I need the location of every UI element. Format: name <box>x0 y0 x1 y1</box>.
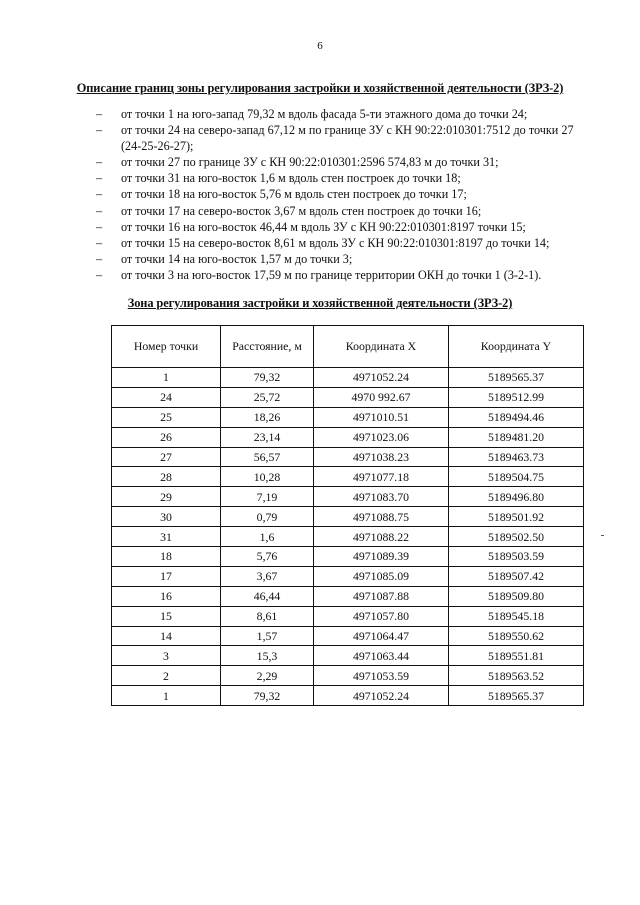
cell-coordinate-y: 5189563.52 <box>449 666 584 686</box>
cell-distance: 7,19 <box>221 487 314 507</box>
cell-coordinate-x: 4971085.09 <box>314 566 449 586</box>
cell-coordinate-y: 5189481.20 <box>449 427 584 447</box>
boundary-description-heading: Описание границ зоны регулирования застройки и хозяйственной деятельности (ЗРЗ-2) <box>76 81 564 95</box>
list-dash: – <box>96 203 103 218</box>
cell-coordinate-x: 4971077.18 <box>314 467 449 487</box>
cell-coordinate-y: 5189545.18 <box>449 606 584 626</box>
cell-point-number: 24 <box>112 387 221 407</box>
table-row <box>112 646 584 666</box>
boundary-list-item <box>96 203 596 219</box>
table-row <box>112 566 584 586</box>
table-row <box>112 626 584 646</box>
coordinates-table <box>111 325 584 706</box>
cell-distance: 46,44 <box>221 586 314 606</box>
cell-coordinate-y: 5189494.46 <box>449 407 584 427</box>
boundary-list-item <box>96 122 596 154</box>
cell-distance: 0,79 <box>221 507 314 527</box>
list-dash: – <box>96 107 103 121</box>
cell-coordinate-x: 4971053.59 <box>314 666 449 686</box>
boundary-list-item <box>96 267 596 283</box>
cell-point-number: 30 <box>112 507 221 527</box>
cell-coordinate-y: 5189507.42 <box>449 566 584 586</box>
cell-coordinate-x: 4971088.22 <box>314 527 449 547</box>
boundary-list-item <box>96 219 596 235</box>
table-row <box>112 387 584 407</box>
cell-distance: 25,72 <box>221 387 314 407</box>
cell-point-number: 25 <box>112 407 221 427</box>
cell-point-number: 15 <box>112 606 221 626</box>
table-row <box>112 586 584 606</box>
cell-distance: 2,29 <box>221 666 314 686</box>
list-dash: – <box>96 187 103 202</box>
boundary-list-item-text: от точки 31 на юго-восток 1,6 м вдоль стен построек до точки 18; <box>121 171 461 186</box>
cell-point-number: 26 <box>112 427 221 447</box>
boundary-list-item-text: от точки 1 на юго-запад 79,32 м вдоль фасада 5-ти этажного дома до точки 24; <box>121 107 528 121</box>
boundary-list-item-text: от точки 15 на северо-восток 8,61 м вдоль ЗУ с КН 90:22:010301:8197 до точки 14; <box>121 235 550 250</box>
table-title: Зона регулирования застройки и хозяйственной деятельности (ЗРЗ-2) <box>127 296 513 310</box>
table-body <box>112 368 584 706</box>
cell-point-number: 18 <box>112 547 221 567</box>
margin-mark <box>601 535 604 536</box>
cell-coordinate-x: 4971083.70 <box>314 487 449 507</box>
cell-coordinate-y: 5189504.75 <box>449 467 584 487</box>
header-coordinate-y: Координата Y <box>449 326 584 368</box>
cell-coordinate-y: 5189496.80 <box>449 487 584 507</box>
cell-coordinate-x: 4971052.24 <box>314 686 449 706</box>
boundary-list-item-text: от точки 16 на юго-восток 46,44 м вдоль ЗУ с КН 90:22:010301:8197 точки 15; <box>121 219 526 234</box>
boundary-list-item-text: от точки 17 на северо-восток 3,67 м вдоль стен построек до точки 16; <box>121 203 482 218</box>
cell-distance: 79,32 <box>221 368 314 388</box>
cell-point-number: 1 <box>112 686 221 706</box>
table-row <box>112 507 584 527</box>
cell-distance: 1,57 <box>221 626 314 646</box>
table-row <box>112 447 584 467</box>
list-dash: – <box>96 267 103 282</box>
table-header-row <box>112 326 584 368</box>
cell-coordinate-x: 4971010.51 <box>314 407 449 427</box>
cell-coordinate-x: 4971087.88 <box>314 586 449 606</box>
table-row <box>112 368 584 388</box>
cell-distance: 8,61 <box>221 606 314 626</box>
cell-coordinate-y: 5189502.50 <box>449 527 584 547</box>
table-row <box>112 467 584 487</box>
cell-coordinate-y: 5189509.80 <box>449 586 584 606</box>
list-dash: – <box>96 155 103 170</box>
list-dash: – <box>96 123 103 138</box>
cell-point-number: 14 <box>112 626 221 646</box>
table-row <box>112 547 584 567</box>
cell-point-number: 29 <box>112 487 221 507</box>
cell-coordinate-y: 5189503.59 <box>449 547 584 567</box>
cell-point-number: 1 <box>112 368 221 388</box>
cell-coordinate-y: 5189550.62 <box>449 626 584 646</box>
header-distance: Расстояние, м <box>221 326 314 368</box>
cell-coordinate-x: 4971038.23 <box>314 447 449 467</box>
table-row <box>112 606 584 626</box>
cell-coordinate-y: 5189565.37 <box>449 686 584 706</box>
cell-coordinate-x: 4971089.39 <box>314 547 449 567</box>
cell-coordinate-y: 5189501.92 <box>449 507 584 527</box>
table-row <box>112 487 584 507</box>
cell-coordinate-y: 5189463.73 <box>449 447 584 467</box>
boundary-list-item-text: от точки 3 на юго-восток 17,59 м по границе территории ОКН до точки 1 (3-2-1). <box>121 267 542 282</box>
boundary-list-item <box>96 186 596 202</box>
boundary-list-item-text: от точки 27 по границе ЗУ с КН 90:22:010301:2596 574,83 м до точки 31; <box>121 155 499 170</box>
cell-point-number: 31 <box>112 527 221 547</box>
boundary-list-item-text: от точки 24 на северо-запад 67,12 м по границе ЗУ с КН 90:22:010301:7512 до точки 27 (24-25-26-27); <box>121 123 574 154</box>
cell-coordinate-y: 5189512.99 <box>449 387 584 407</box>
cell-distance: 10,28 <box>221 467 314 487</box>
boundary-list-item-text: от точки 18 на юго-восток 5,76 м вдоль стен построек до точки 17; <box>121 187 467 202</box>
boundary-list-item-text: от точки 14 на юго-восток 1,57 м до точки 3; <box>121 251 353 266</box>
cell-distance: 23,14 <box>221 427 314 447</box>
cell-point-number: 27 <box>112 447 221 467</box>
cell-coordinate-x: 4971052.24 <box>314 368 449 388</box>
table-row <box>112 686 584 706</box>
boundary-list-item <box>96 235 596 251</box>
boundary-list-item <box>96 106 596 122</box>
cell-distance: 79,32 <box>221 686 314 706</box>
table-row <box>112 427 584 447</box>
table-row <box>112 527 584 547</box>
cell-coordinate-y: 5189551.81 <box>449 646 584 666</box>
boundary-list-item <box>96 170 596 186</box>
boundary-list-item <box>96 154 596 170</box>
boundary-list-item <box>96 251 596 267</box>
cell-point-number: 3 <box>112 646 221 666</box>
boundary-description-list <box>96 106 596 283</box>
cell-coordinate-x: 4971064.47 <box>314 626 449 646</box>
cell-point-number: 17 <box>112 566 221 586</box>
cell-point-number: 2 <box>112 666 221 686</box>
cell-distance: 5,76 <box>221 547 314 567</box>
list-dash: – <box>96 219 103 234</box>
list-dash: – <box>96 171 103 186</box>
cell-coordinate-x: 4971063.44 <box>314 646 449 666</box>
header-coordinate-x: Координата X <box>314 326 449 368</box>
page-number: 6 <box>317 40 323 52</box>
cell-coordinate-x: 4971088.75 <box>314 507 449 527</box>
table-row <box>112 407 584 427</box>
cell-distance: 18,26 <box>221 407 314 427</box>
cell-coordinate-x: 4971023.06 <box>314 427 449 447</box>
cell-distance: 3,67 <box>221 566 314 586</box>
cell-distance: 56,57 <box>221 447 314 467</box>
cell-coordinate-y: 5189565.37 <box>449 368 584 388</box>
list-dash: – <box>96 251 103 266</box>
cell-distance: 15,3 <box>221 646 314 666</box>
header-point-number: Номер точки <box>112 326 221 368</box>
cell-coordinate-x: 4970 992.67 <box>314 387 449 407</box>
cell-coordinate-x: 4971057.80 <box>314 606 449 626</box>
list-dash: – <box>96 235 103 250</box>
cell-distance: 1,6 <box>221 527 314 547</box>
cell-point-number: 28 <box>112 467 221 487</box>
table-row <box>112 666 584 686</box>
cell-point-number: 16 <box>112 586 221 606</box>
